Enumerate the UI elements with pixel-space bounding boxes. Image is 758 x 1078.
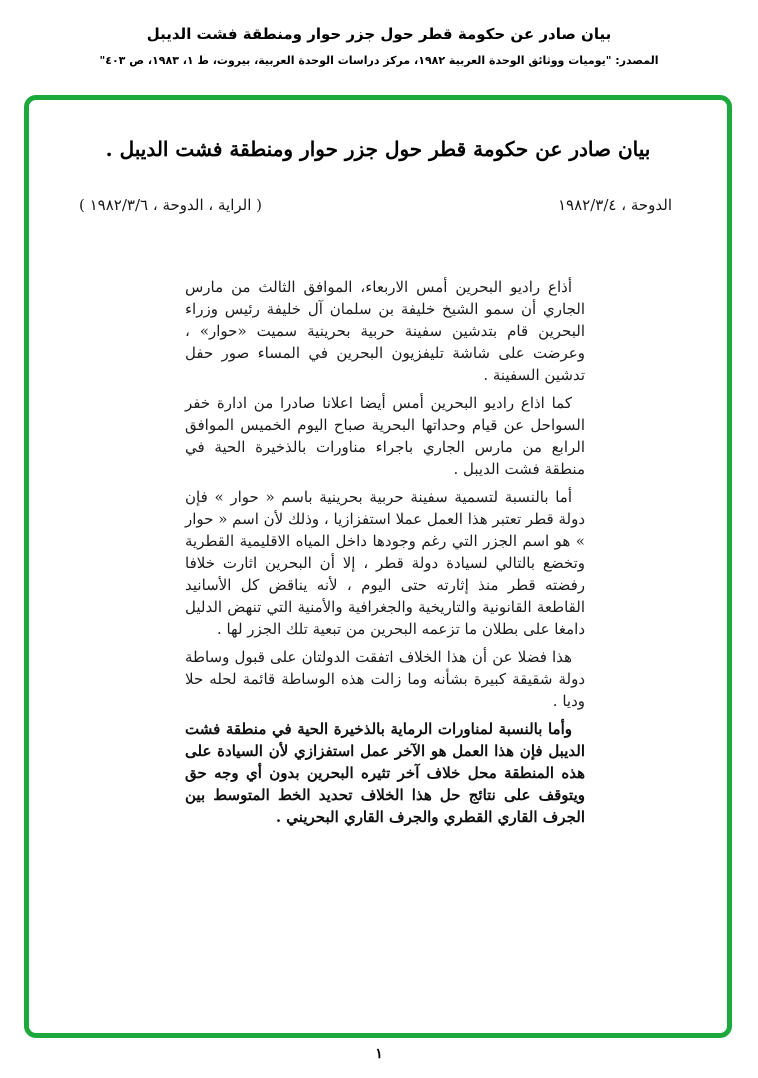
- dateline-place-date: الدوحة ، ١٩٨٢/٣/٤: [558, 196, 672, 214]
- document-dateline: [79, 195, 672, 216]
- page-header-source-citation: المصدر: "يوميات ووثائق الوحدة العربية ١٩٨٢، مركز دراسات الوحدة العربية، بيروت، ط ١، ١٩٨٣، ص ٤٠٣": [99, 53, 659, 67]
- page-header-title: بيان صادر عن حكومة قطر حول جزر حوار ومنطقة فشت الديبل: [146, 25, 612, 43]
- dateline-source-ref: ( الراية ، الدوحة ، ١٩٨٢/٣/٦ ): [79, 196, 263, 214]
- page-footer: [0, 1046, 758, 1063]
- paragraph-2: كما اذاع راديو البحرين أمس أيضا اعلانا صادرا من ادارة خفر السواحل عن قيام وحداتها البحرية صباح اليوم الخميس الموافق الرابع من مارس الجاري باجراء مناورات بالذخيرة الحية في منطقة فشت الديبل .: [185, 394, 585, 478]
- page-header: [0, 25, 758, 68]
- document-title: بيان صادر عن حكومة قطر حول جزر حوار ومنطقة فشت الديبل .: [105, 137, 651, 161]
- paragraph-4: هذا فضلا عن أن هذا الخلاف اتفقت الدولتان على قبول وساطة دولة شقيقة كبيرة بشأنه وما زالت هذه الوساطة قائمة لحله حلا وديا .: [185, 648, 585, 710]
- page-number: ١: [375, 1046, 383, 1062]
- paragraph-3: أما بالنسبة لتسمية سفينة حربية بحرينية باسم « حوار » فإن دولة قطر تعتبر هذا العمل عملا استفزازيا ، وذلك لأن اسم « حوار » هو اسم الجزر التي رغم وجودها داخل المياه الاقليمية القطرية وتخضع بالتالي لسيادة دولة قطر ، إلا أن البحرين اثارت خلافا رفضته قطر منذ إثارته حتى اليوم ، لأنه يناقض كل الأسانيد القاطعة القانونية والتاريخية والجغرافية والأمنية التي تنهض الدليل دامغا على بطلان ما تزعمه البحرين من تبعية تلك الجزر لها .: [185, 488, 585, 638]
- document-frame: [24, 95, 732, 1038]
- paragraph-5: وأما بالنسبة لمناورات الرماية بالذخيرة الحية في منطقة فشت الديبل فإن هذا العمل هو الآخر عمل استفزازي لأن السيادة على هذه المنطقة محل خلاف آخر تثيره البحرين بدون أي وجه حق ويتوقف على نتائج حل هذا الخلاف تحديد الخط المتوسط بين الجرف القاري القطري والجرف القاري البحريني .: [185, 720, 585, 826]
- paragraph-1: أذاع راديو البحرين أمس الاربعاء، الموافق الثالث من مارس الجاري أن سمو الشيخ خليفة بن سلمان آل خليفة رئيس وزراء البحرين قام بتدشين سفينة حربية بحرينية سميت «حوار» ، وعرضت على شاشة تليفزيون البحرين في المساء صور حفل تدشين السفينة .: [185, 278, 585, 384]
- document-body: [185, 276, 585, 834]
